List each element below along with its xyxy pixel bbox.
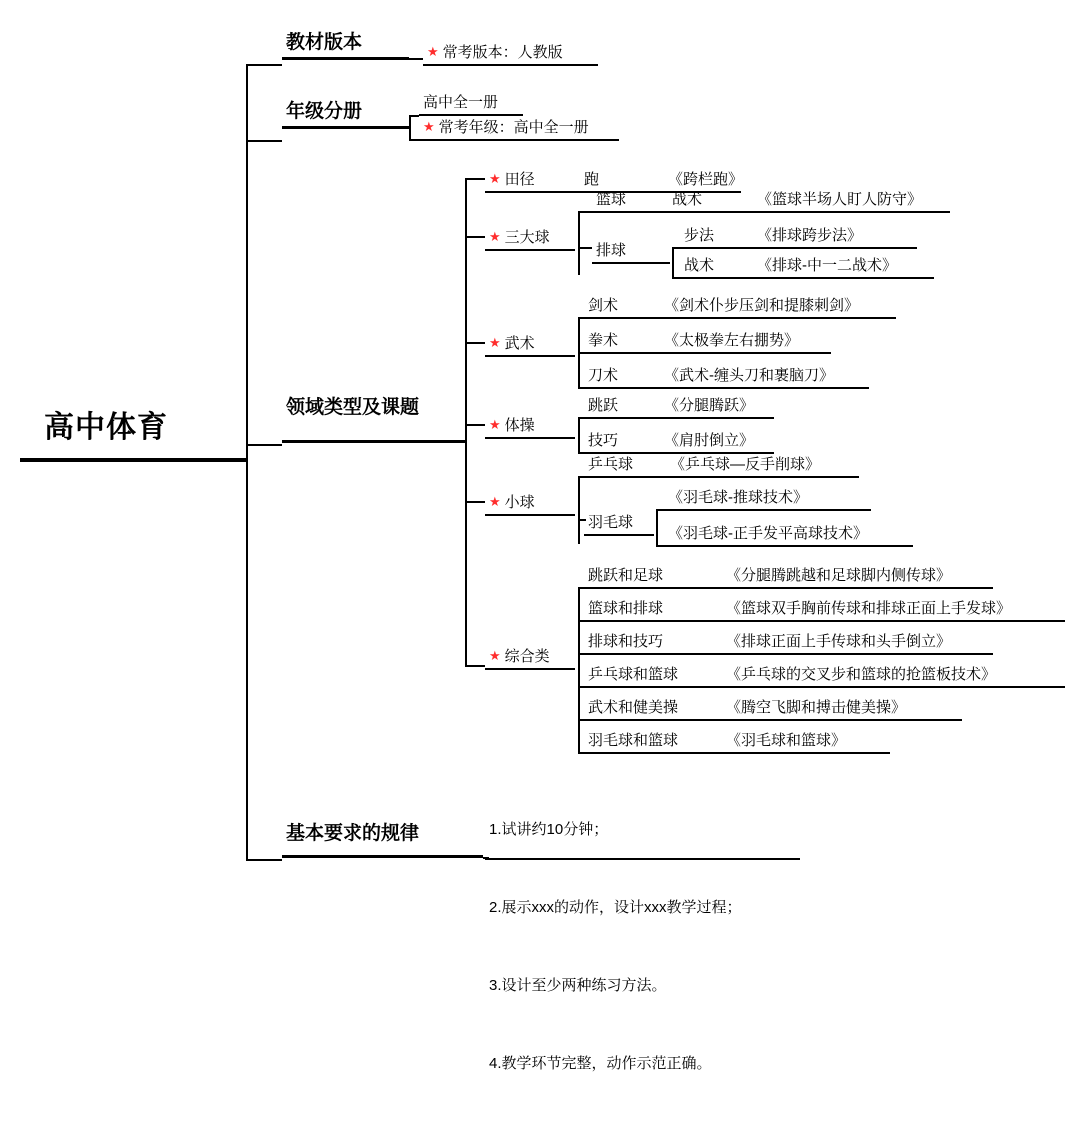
group6-row6-sub	[588, 726, 678, 752]
group6-underline	[485, 668, 575, 670]
group1-row1-sub-label: 跑	[584, 170, 600, 188]
group3-row3-topic-label: 《武术-缠头刀和裹脑刀》	[664, 366, 834, 384]
branch-textbook-version	[286, 25, 362, 55]
group2-connector	[465, 236, 485, 238]
group6-row4-topic	[726, 660, 996, 686]
group4-row2-topic	[664, 426, 754, 452]
group6-row3-sub	[588, 627, 663, 653]
branch-domain-topics	[286, 390, 419, 420]
leaf-common-grade-label: 常考年级：高中全一册	[438, 118, 589, 136]
leaf-common-version	[427, 38, 563, 64]
leaf-common-version-underline	[423, 64, 598, 66]
group3-row2-sub	[588, 326, 618, 352]
group6-row2-sub	[588, 594, 663, 620]
group6-row2-topic	[726, 594, 1011, 620]
branch3-underline	[282, 440, 465, 443]
group3-connector	[465, 342, 485, 344]
group3-row1-topic-label: 《剑术仆步压剑和提膝刺剑》	[664, 296, 860, 314]
leaf-common-version-label: 常考版本：人教版	[442, 43, 563, 61]
group5-row2-inner-spine	[656, 509, 658, 545]
leaf-common-grade	[423, 113, 589, 139]
group5-sub-spine	[578, 476, 580, 544]
group2-row1-underline	[592, 211, 950, 213]
branch1-child-connector	[409, 58, 423, 60]
group-zongheli	[489, 642, 550, 668]
leaf-grade-volume	[423, 88, 498, 114]
group3-row1-topic	[664, 291, 859, 317]
group6-row1-topic	[726, 561, 951, 587]
group3-row2-underline	[584, 352, 831, 354]
star-icon: ★	[489, 228, 501, 244]
group6-row1-sub-label: 跳跃和足球	[588, 566, 664, 584]
group6-row4-topic-label: 《乒乓球的交叉步和篮球的抢篮板技术》	[726, 665, 997, 683]
group6-row5-sub	[588, 693, 678, 719]
group2-underline	[485, 249, 575, 251]
group6-row5-underline	[584, 719, 962, 721]
group5-row2-sub-label: 羽毛球	[588, 513, 634, 531]
group2-row1-connector	[578, 211, 592, 213]
group6-connector	[465, 665, 485, 667]
group5-underline	[485, 514, 575, 516]
branch2-child1-connector	[409, 115, 419, 117]
branch3-group-spine	[465, 178, 467, 665]
branch-grade-volume-label: 年级分册	[286, 100, 363, 122]
branch2-underline	[282, 126, 409, 129]
group3-row2-sub-label: 拳术	[588, 331, 619, 349]
group5-row3-topic-label: 《羽毛球-正手发平高球技术》	[668, 524, 868, 542]
group3-row3-underline	[584, 387, 869, 389]
group-xiaoqiu	[489, 488, 535, 514]
group5-row2-sub-underline	[584, 534, 654, 536]
group6-row1-underline	[584, 587, 993, 589]
group2-row1-topic	[757, 185, 922, 211]
root-node	[44, 400, 244, 448]
group2-row2-sub-underline	[592, 262, 670, 264]
branch-basic-requirements-label: 基本要求的规律	[286, 822, 420, 844]
group-tianjing-label: 田径	[504, 170, 535, 188]
group3-row1-sub	[588, 291, 618, 317]
requirement-item-4: 4.教学环节完整，动作示范正确。	[489, 1055, 712, 1072]
group2-row2-underline	[680, 247, 917, 249]
requirement-item-1: 1.试讲约10分钟；	[489, 821, 609, 838]
branch-textbook-version-label: 教材版本	[286, 31, 363, 53]
group2-row2-sub-label: 排球	[596, 241, 627, 259]
group5-row2-topic-underline	[664, 509, 871, 511]
trunk-line	[246, 64, 248, 861]
group2-row2-connector	[578, 247, 592, 249]
requirements-underline	[485, 858, 800, 860]
requirements-list	[489, 765, 742, 1129]
group5-row1-underline	[584, 476, 859, 478]
group4-row2-topic-label: 《肩肘倒立》	[664, 431, 755, 449]
group1-underline	[485, 191, 575, 193]
group5-row2-connector	[578, 519, 586, 521]
group-wushu-label: 武术	[504, 334, 535, 352]
group1-row1-topic-label: 《跨栏跑》	[668, 170, 744, 188]
group6-row6-topic	[726, 726, 846, 752]
group2-row1-sub-label: 篮球	[596, 190, 627, 208]
group-xiaoqiu-label: 小球	[504, 493, 535, 511]
group5-row3-topic	[668, 519, 868, 545]
requirement-item-2: 2.展示xxx的动作，设计xxx教学过程；	[489, 899, 742, 916]
group4-row1-sub	[588, 391, 618, 417]
group6-row3-underline	[584, 653, 993, 655]
group-sandaqiu	[489, 223, 550, 249]
leaf-common-grade-underline	[419, 139, 619, 141]
group4-underline	[485, 437, 575, 439]
group5-connector	[465, 501, 485, 503]
branch2-child2-connector	[409, 139, 419, 141]
branch1-underline	[282, 57, 409, 60]
group6-row5-sub-label: 武术和健美操	[588, 698, 679, 716]
group-wushu	[489, 329, 535, 355]
group4-row2-sub	[588, 426, 618, 452]
group5-row1-topic-label: 《乒乓球—反手削球》	[670, 455, 821, 473]
group4-row1-underline	[584, 417, 774, 419]
group3-underline	[485, 355, 575, 357]
group2-row3-topic2	[684, 251, 714, 277]
group5-row3-connector	[656, 545, 664, 547]
group2-row2-inner-spine	[672, 247, 674, 277]
group6-row1-topic-label: 《分腿腾跳越和足球脚内侧传球》	[726, 566, 952, 584]
group6-row3-topic-label: 《排球正面上手传球和头手倒立》	[726, 632, 952, 650]
group3-row2-topic-label: 《太极拳左右掤势》	[664, 331, 800, 349]
star-icon: ★	[489, 493, 501, 509]
group2-row2-topic	[757, 221, 862, 247]
branch2-child-spine	[409, 115, 411, 139]
group2-row1-topic-label: 《篮球半场人盯人防守》	[757, 190, 923, 208]
group6-row4-underline	[584, 686, 1065, 688]
requirement-item-3: 3.设计至少两种练习方法。	[489, 977, 667, 994]
group2-row1-topic2-label: 战术	[672, 190, 703, 208]
group6-row1-sub	[588, 561, 663, 587]
branch4-underline	[282, 855, 483, 858]
group2-row3-topic2-label: 战术	[684, 256, 715, 274]
group-zongheli-label: 综合类	[504, 647, 550, 665]
group2-row3-topic	[757, 251, 897, 277]
group-sandaqiu-label: 三大球	[504, 228, 550, 246]
group3-row1-underline	[584, 317, 896, 319]
group6-row6-sub-label: 羽毛球和篮球	[588, 731, 679, 749]
group4-connector	[465, 424, 485, 426]
star-icon: ★	[489, 334, 501, 350]
group5-row2a-connector	[656, 509, 664, 511]
branch1-connector	[246, 64, 282, 66]
group5-row2-sub	[588, 508, 633, 534]
group-ticao-label: 体操	[504, 416, 535, 434]
group2-row1-topic2	[672, 185, 702, 211]
group3-row3-sub	[588, 361, 618, 387]
group6-row6-underline	[584, 752, 890, 754]
group6-row4-sub-label: 乒乓球和篮球	[588, 665, 679, 683]
star-icon: ★	[427, 43, 439, 59]
branch-grade-volume	[286, 94, 362, 124]
group4-sub-spine	[578, 417, 580, 452]
group2-row2-topic-label: 《排球跨步法》	[757, 226, 863, 244]
group-ticao	[489, 411, 535, 437]
group3-row3-sub-label: 刀术	[588, 366, 619, 384]
group-tianjing	[489, 165, 535, 191]
group5-row2-topic-label: 《羽毛球-推球技术》	[668, 488, 808, 506]
group2-row2-topic2-label: 步法	[684, 226, 715, 244]
branch2-connector	[246, 140, 282, 142]
star-icon: ★	[489, 170, 501, 186]
branch4-connector	[246, 859, 282, 861]
group4-row2-sub-label: 技巧	[588, 431, 619, 449]
group6-row3-topic	[726, 627, 951, 653]
group2-row2-topic2	[684, 221, 714, 247]
group5-row1-sub-label: 乒乓球	[588, 455, 634, 473]
branch3-connector	[246, 444, 282, 446]
group6-row2-topic-label: 《篮球双手胸前传球和排球正面上手发球》	[726, 599, 1012, 617]
group1-connector	[465, 178, 485, 180]
group4-row1-topic	[664, 391, 754, 417]
group6-row2-sub-label: 篮球和排球	[588, 599, 664, 617]
branch-domain-topics-label: 领域类型及课题	[286, 396, 420, 418]
group2-row3-connector	[672, 277, 680, 279]
root-label: 高中体育	[44, 411, 168, 444]
group5-row2-topic	[668, 483, 808, 509]
group6-row6-topic-label: 《羽毛球和篮球》	[726, 731, 847, 749]
group2-row1-sub	[596, 185, 626, 211]
group6-row5-topic	[726, 693, 906, 719]
root-underline	[20, 458, 248, 462]
group2-row2-sub	[596, 236, 626, 262]
branch-basic-requirements	[286, 816, 419, 846]
group2-row2a-connector	[672, 247, 680, 249]
group5-row1-topic	[670, 450, 820, 476]
group4-row1-topic-label: 《分腿腾跃》	[664, 396, 755, 414]
group3-row3-topic	[664, 361, 834, 387]
group2-row3-topic-label: 《排球-中一二战术》	[757, 256, 897, 274]
group3-row2-topic	[664, 326, 799, 352]
group4-row1-sub-label: 跳跃	[588, 396, 619, 414]
group6-sub-spine	[578, 587, 580, 752]
group6-row4-sub	[588, 660, 678, 686]
group2-sub-spine	[578, 211, 580, 275]
group5-row3-underline	[664, 545, 913, 547]
group6-row3-sub-label: 排球和技巧	[588, 632, 664, 650]
group6-row5-topic-label: 《腾空飞脚和搏击健美操》	[726, 698, 907, 716]
group5-row1-sub	[588, 450, 633, 476]
group2-row3-underline	[680, 277, 934, 279]
group6-row2-underline	[584, 620, 1065, 622]
star-icon: ★	[489, 416, 501, 432]
star-icon: ★	[423, 118, 435, 134]
group3-row1-sub-label: 剑术	[588, 296, 619, 314]
star-icon: ★	[489, 647, 501, 663]
leaf-grade-volume-label: 高中全一册	[423, 93, 499, 111]
